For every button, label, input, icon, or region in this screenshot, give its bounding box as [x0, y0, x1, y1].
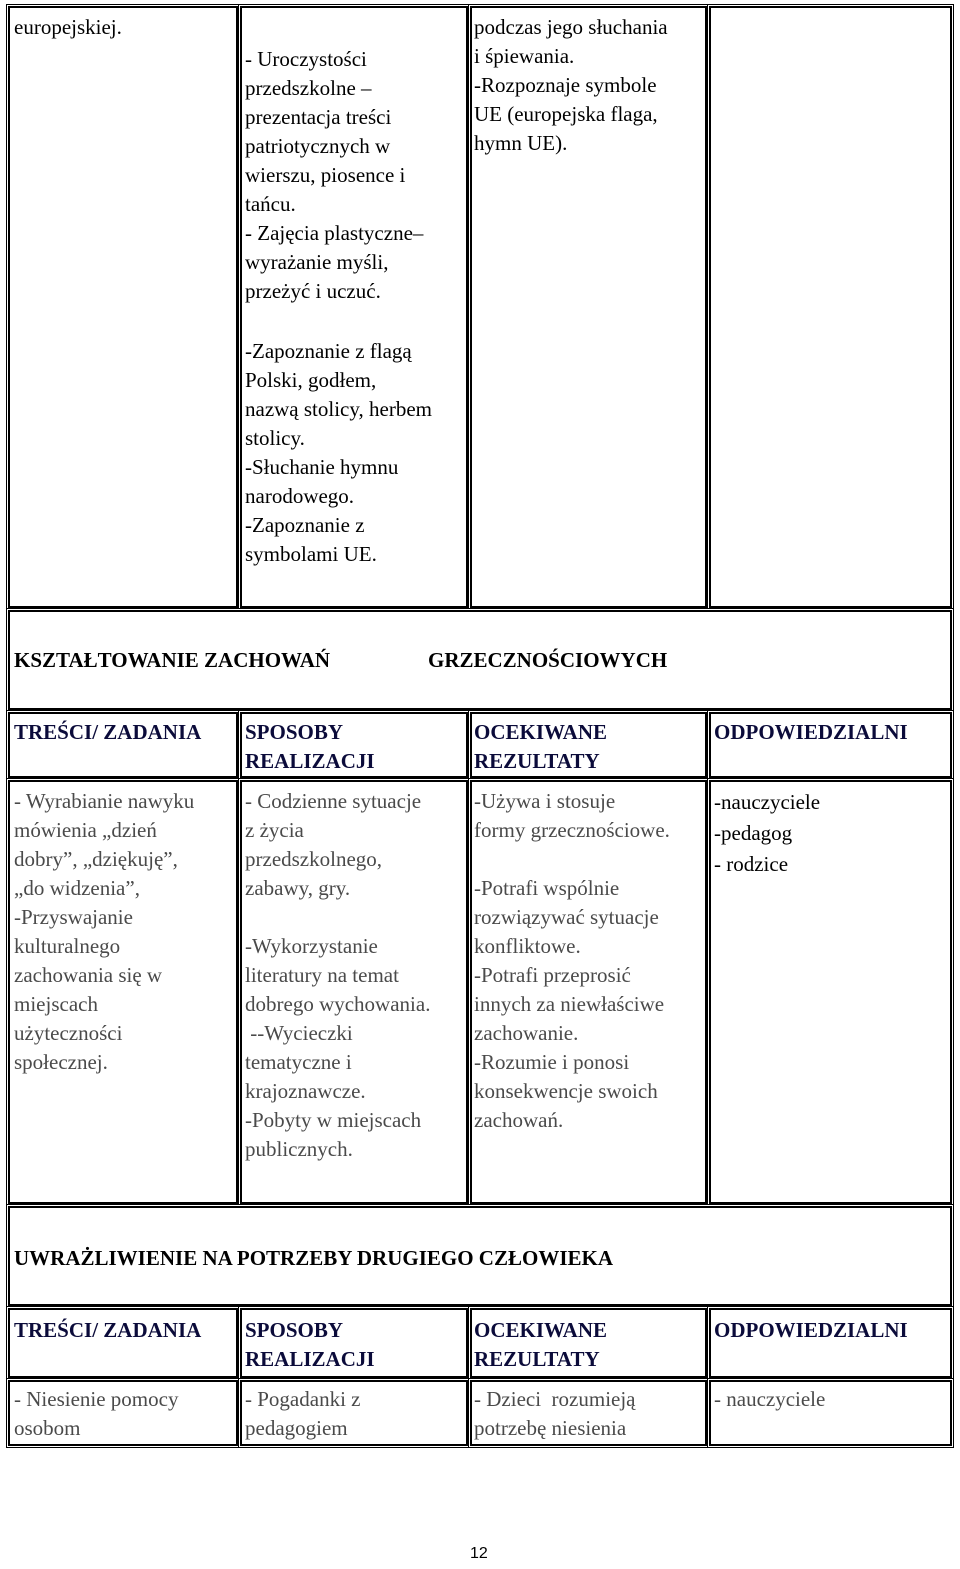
- top-col3-text: [474, 13, 668, 158]
- text-line: -Potrafi przeprosić: [474, 963, 631, 987]
- text-line: zabawy, gry.: [245, 876, 351, 900]
- text-line: przeżyć i uczuć.: [245, 279, 381, 303]
- top-col1-text: [14, 13, 122, 42]
- s2-col3-text: [474, 1385, 636, 1443]
- text-line: konfliktowe.: [474, 934, 581, 958]
- section1-title-a: KSZTAŁTOWANIE ZACHOWAŃ: [14, 648, 331, 672]
- text-line: UE (europejska flaga,: [474, 102, 658, 126]
- text-line: tańcu.: [245, 192, 296, 216]
- text-line: -Wykorzystanie: [245, 934, 378, 958]
- text-line: -Rozpoznaje symbole: [474, 73, 657, 97]
- text-line: zachowanie.: [474, 1021, 579, 1045]
- text-line: nazwą stolicy, herbem: [245, 397, 432, 421]
- s1-col1-text: [14, 787, 194, 1077]
- text-line: wyrażanie myśli,: [245, 250, 389, 274]
- text-line: literatury na temat: [245, 963, 399, 987]
- s2-header-tresci: [14, 1316, 201, 1345]
- page-number: 12: [470, 1545, 488, 1562]
- text-line: społecznej.: [14, 1050, 108, 1074]
- s2-col1-text: [14, 1385, 178, 1443]
- text-line: - Wyrabianie nawyku: [14, 789, 195, 813]
- header-label: ODPOWIEDZIALNI: [714, 1318, 908, 1342]
- text-line: dobrego wychowania.: [245, 992, 431, 1016]
- text-line: -Słuchanie hymnu: [245, 455, 399, 479]
- text-line: krajoznawcze.: [245, 1079, 366, 1103]
- s2-header-odpowiedzialni: [714, 1316, 908, 1345]
- text-line: prezentacja treści: [245, 105, 392, 129]
- text-line: -Zapoznanie z: [245, 513, 365, 537]
- header-label: REALIZACJI: [245, 1347, 375, 1371]
- text-line: i śpiewania.: [474, 44, 575, 68]
- header-label: TREŚCI/ ZADANIA: [14, 1318, 202, 1342]
- top-cell-col4: [709, 6, 952, 608]
- s1-header-sposoby: [245, 718, 375, 776]
- text-line: europejskiej.: [14, 15, 122, 39]
- text-line: pedagogiem: [245, 1416, 348, 1440]
- text-line: - Niesienie pomocy: [14, 1387, 179, 1411]
- text-line: rozwiązywać sytuacje: [474, 905, 659, 929]
- text-line: -Rozumie i ponosi: [474, 1050, 630, 1074]
- section1-title: [14, 646, 668, 675]
- header-label: REZULTATY: [474, 1347, 600, 1371]
- text-line: - rodzice: [714, 852, 789, 876]
- text-line: - nauczyciele: [714, 1387, 826, 1411]
- text-line: -nauczyciele: [714, 790, 821, 814]
- text-line: „do widzenia”,: [14, 876, 140, 900]
- header-label: SPOSOBY: [245, 720, 344, 744]
- s1-col4-text: [714, 787, 820, 880]
- s2-header-sposoby: [245, 1316, 375, 1374]
- s2-col2-text: [245, 1385, 360, 1443]
- text-line: przedszkolne –: [245, 76, 372, 100]
- text-line: osobom: [14, 1416, 81, 1440]
- text-line: [474, 845, 670, 874]
- text-line: podczas jego słuchania: [474, 15, 668, 39]
- text-line: miejscach: [14, 992, 98, 1016]
- header-label: OCEKIWANE: [474, 1318, 608, 1342]
- text-line: zachowania się w: [14, 963, 163, 987]
- s1-col2-text: [245, 787, 430, 1164]
- text-line: - Uroczystości: [245, 47, 367, 71]
- text-line: patriotycznych w: [245, 134, 391, 158]
- text-line: symbolami UE.: [245, 542, 377, 566]
- text-line: stolicy.: [245, 426, 305, 450]
- header-label: REZULTATY: [474, 749, 600, 773]
- s1-header-rezultaty: [474, 718, 607, 776]
- top-col2-text-b: [245, 337, 432, 569]
- s1-header-odpowiedzialni: [714, 718, 908, 747]
- s1-header-tresci: [14, 718, 201, 747]
- text-line: -Pobyty w miejscach: [245, 1108, 422, 1132]
- top-cell-col1: [8, 6, 238, 608]
- text-line: formy grzecznościowe.: [474, 818, 670, 842]
- header-label: OCEKIWANE: [474, 720, 608, 744]
- text-line: konsekwencje swoich: [474, 1079, 658, 1103]
- text-line: -Przyswajanie: [14, 905, 133, 929]
- text-line: kulturalnego: [14, 934, 121, 958]
- s1-col3-text: [474, 787, 670, 1135]
- text-line: --Wycieczki: [245, 1021, 353, 1045]
- text-line: publicznych.: [245, 1137, 353, 1161]
- s2-header-rezultaty: [474, 1316, 607, 1374]
- header-label: TREŚCI/ ZADANIA: [14, 720, 202, 744]
- header-label: SPOSOBY: [245, 1318, 344, 1342]
- header-label: ODPOWIEDZIALNI: [714, 720, 908, 744]
- text-line: -pedagog: [714, 821, 793, 845]
- text-line: użyteczności: [14, 1021, 123, 1045]
- text-line: tematyczne i: [245, 1050, 352, 1074]
- text-line: -Potrafi wspólnie: [474, 876, 620, 900]
- section1-title-b: GRZECZNOŚCIOWYCH: [428, 648, 668, 672]
- section2-title: UWRAŻLIWIENIE NA POTRZEBY DRUGIEGO CZŁOWIEKA: [14, 1246, 613, 1270]
- text-line: mówienia „dzień: [14, 818, 157, 842]
- text-line: potrzebę niesienia: [474, 1416, 627, 1440]
- text-line: - Pogadanki z: [245, 1387, 361, 1411]
- top-col2-text-a: [245, 45, 423, 306]
- text-line: - Dzieci rozumieją: [474, 1387, 636, 1411]
- text-line: - Zajęcia plastyczne–: [245, 221, 424, 245]
- text-line: wierszu, piosence i: [245, 163, 406, 187]
- text-line: dobry”, „dziękuję”,: [14, 847, 178, 871]
- text-line: innych za niewłaściwe: [474, 992, 665, 1016]
- text-line: z życia: [245, 818, 304, 842]
- text-line: narodowego.: [245, 484, 355, 508]
- text-line: [245, 903, 430, 932]
- text-line: -Używa i stosuje: [474, 789, 616, 813]
- header-label: REALIZACJI: [245, 749, 375, 773]
- s2-col4-text: [714, 1385, 825, 1414]
- text-line: hymn UE).: [474, 131, 568, 155]
- text-line: zachowań.: [474, 1108, 564, 1132]
- text-line: -Zapoznanie z flagą: [245, 339, 412, 363]
- text-line: - Codzienne sytuacje: [245, 789, 422, 813]
- text-line: Polski, godłem,: [245, 368, 377, 392]
- text-line: przedszkolnego,: [245, 847, 383, 871]
